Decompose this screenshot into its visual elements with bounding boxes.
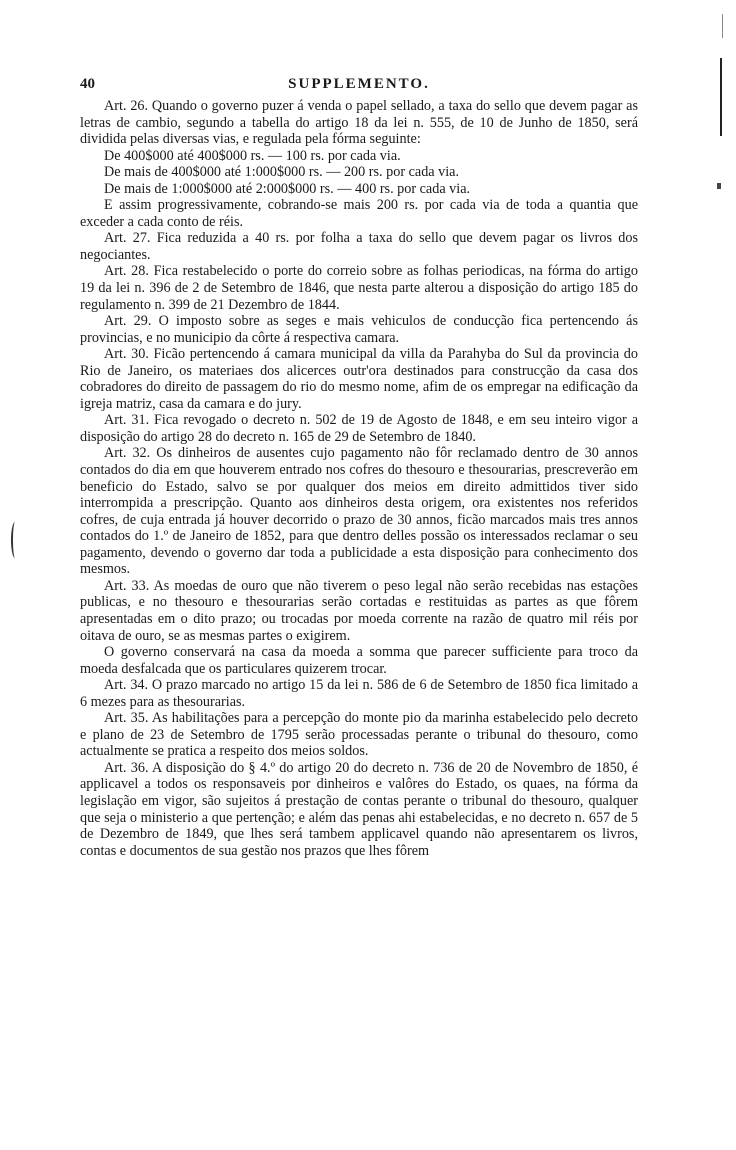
scan-speck [717, 183, 721, 189]
article-paragraph: Art. 31. Fica revogado o decreto n. 502 de 19 de Agosto de 1848, e em seu inteiro vigor a disposição do artigo 28 do decreto n. 165 de 29 de Setembro de 1840. [80, 412, 638, 445]
article-paragraph: Art. 29. O imposto sobre as seges e mais vehiculos de conducção fica pertencendo ás provincias, e no municipio da côrte á respectiva camara. [80, 313, 638, 346]
scan-margin-mark [722, 14, 723, 38]
article-paragraph: Art. 32. Os dinheiros de ausentes cujo pagamento não fôr reclamado dentro de 30 annos contados do dia em que houverem entrado nos cofres do thesouro e thesourarias, prescreverão em beneficio do Estado, salvo se por qualquer dos meios em direito admittidos tiver sido interrompida a prescripção. Quanto aos dinheiros desta origem, ora existentes nos referidos cofres, de cuja entrada já houver decorrido o prazo de 30 annos, ficão marcados mais tres annos contados do 1.º de Janeiro de 1852, para que dentro delles possão os interessados reclamar o seu pagamento, devendo o governo dar toda a publicidade a esta disposição para conhecimento dos mesmos. [80, 445, 638, 578]
article-paragraph: Art. 34. O prazo marcado no artigo 15 da lei n. 586 de 6 de Setembro de 1850 fica limitado a 6 mezes para as thesourarias. [80, 677, 638, 710]
article-paragraph: Art. 30. Ficão pertencendo á camara municipal da villa da Parahyba do Sul da provincia do Rio de Janeiro, os materiaes dos alicerces outr'ora destinados para construcção da casa dos cobradores do direito de passagem do rio do mesmo nome, afim de os empregar na edificação da igreja matriz, casa da camara e do jury. [80, 346, 638, 412]
page-number: 40 [80, 76, 95, 92]
article-paragraph: Art. 28. Fica restabelecido o porte do correio sobre as folhas periodicas, na fórma do artigo 19 da lei n. 396 de 2 de Setembro de 1846, que nesta parte alterou a disposição do artigo 185 do regulamento n. 399 de 21 Dezembro de 1844. [80, 263, 638, 313]
document-page [80, 76, 638, 859]
running-head: SUPPLEMENTO. [288, 76, 430, 92]
tariff-schedule-line: De mais de 1:000$000 até 2:000$000 rs. — 400 rs. por cada via. [104, 180, 471, 197]
tariff-schedule-line: De 400$000 até 400$000 rs. — 100 rs. por cada via. [104, 147, 401, 164]
article-paragraph: Art. 35. As habilitações para a percepção do monte pio da marinha estabelecido pelo decreto e plano de 23 de Setembro de 1795 serão processadas perante o tribunal do thesouro, como actualmente se pratica a respeito dos meios soldos. [80, 710, 638, 760]
article-paragraph: E assim progressivamente, cobrando-se mais 200 rs. por cada via de toda a quantia que exceder a cada conto de réis. [80, 197, 638, 230]
article-paragraph: Art. 36. A disposição do § 4.º do artigo 20 do decreto n. 736 de 20 de Novembro de 1850, é applicavel a todos os responsaveis por dinheiros e valôres do Estado, os quaes, na fórma da legislação em vigor, são sujeitos á prestação de contas perante o tribunal do thesouro, qualquer que seja o ministerio a que pertenção; e além das penas ahi estabelecidas, e no decreto n. 657 de 5 de Dezembro de 1849, que lhes será tambem applicavel quando não apresentarem os livros, contas e documentos de sua gestão nos prazos que lhes fôrem [80, 759, 638, 859]
article-paragraph: O governo conservará na casa da moeda a somma que parecer sufficiente para troco da moeda desfalcada que os particulares quizerem trocar. [80, 644, 638, 677]
article-paragraph: Art. 33. As moedas de ouro que não tiverem o peso legal não serão recebidas nas estações publicas, e no thesouro e thesourarias serão cortadas e restituidas as partes as que fôrem apresentadas em o dito prazo; ou trocadas por moeda corrente na razão de quatro mil réis por oitava de ouro, se as mesmas partes o exigirem. [80, 577, 638, 644]
tariff-schedule-line: De mais de 400$000 até 1:000$000 rs. — 200 rs. por cada via. [104, 164, 460, 181]
article-paragraph: Art. 27. Fica reduzida a 40 rs. por folha a taxa do sello que devem pagar os livros dos negociantes. [80, 230, 638, 263]
scan-edge-mark [720, 58, 722, 136]
body-text [80, 98, 638, 859]
article-paragraph: Art. 26. Quando o governo puzer á venda o papel sellado, a taxa do sello que devem pagar as letras de cambio, segundo a tabella do artigo 18 da lei n. 555, de 10 de Junho de 1850, será dividida pelas diversas vias, e regulada pela fórma seguinte: [80, 98, 638, 148]
scan-binding-mark [11, 522, 19, 558]
page-header [80, 76, 638, 98]
